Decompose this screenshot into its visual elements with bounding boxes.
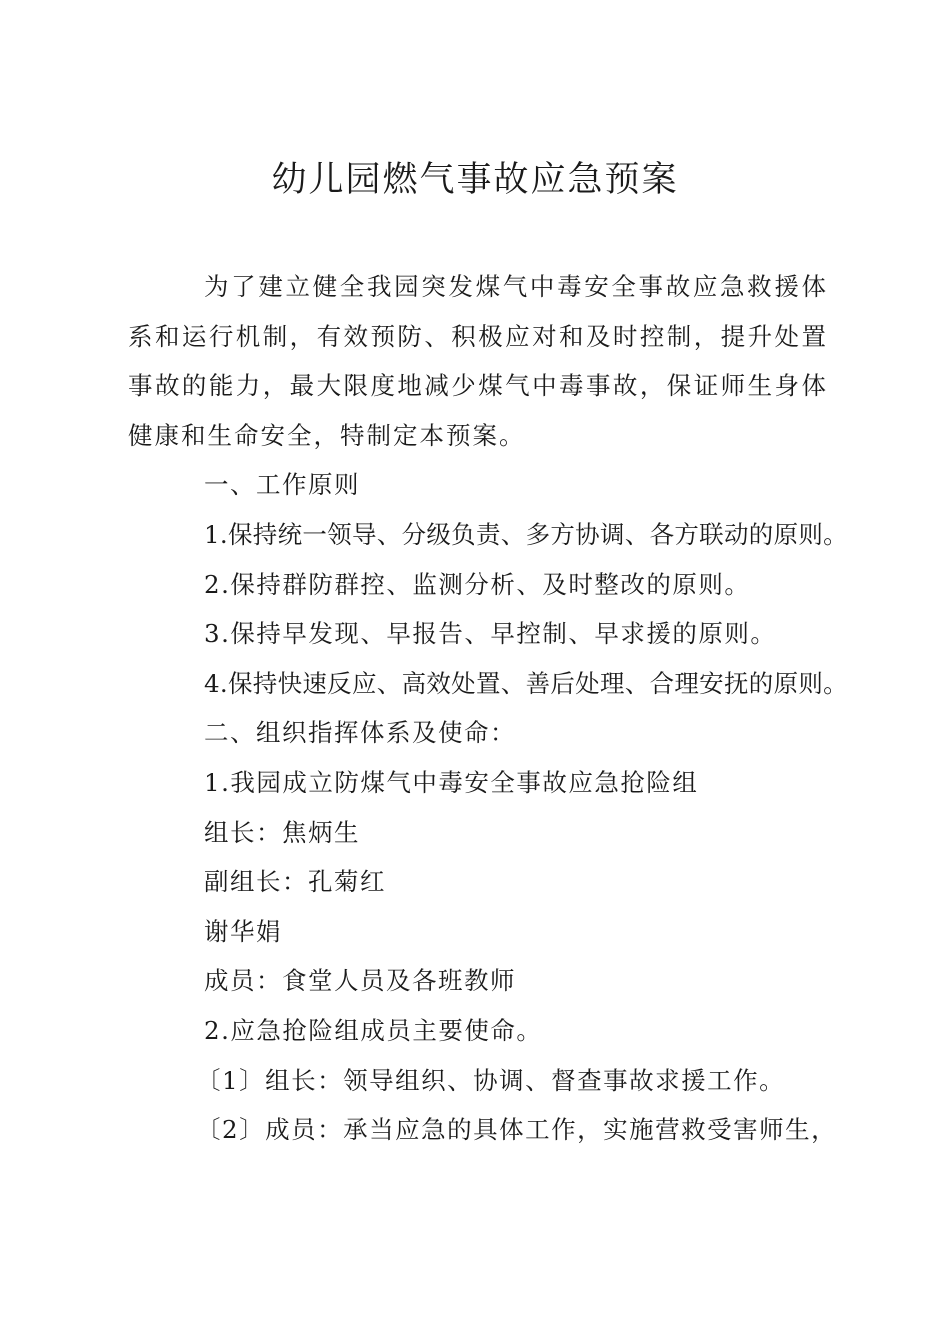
section-heading-organization: 二、组织指挥体系及使命： bbox=[204, 718, 516, 748]
duty-item: 〔1〕组长：领导组织、协调、督查事故求援工作。 bbox=[196, 1065, 786, 1095]
duty-item: 〔2〕成员：承当应急的具体工作，实施营救受害师生， bbox=[196, 1115, 838, 1145]
document-body bbox=[128, 262, 848, 1155]
principle-item: 3.保持早发现、早报告、早控制、早求援的原则。 bbox=[204, 619, 777, 649]
intro-paragraph: 为了建立健全我园突发煤气中毒安全事故应急救援体系和运行机制，有效预防、积极应对和及时控制，提升处置事故的能力，最大限度地减少煤气中毒事故，保证师生身体健康和生命安全，特制定本预案。 bbox=[128, 272, 828, 450]
document-title: 幼儿园燃气事故应急预案 bbox=[271, 160, 679, 200]
section-heading-principles: 一、工作原则 bbox=[204, 470, 360, 500]
organization-item: 2.应急抢险组成员主要使命。 bbox=[204, 1015, 543, 1045]
deputy-leader: 副组长：孔菊红 bbox=[204, 867, 386, 897]
principle-item: 1.保持统一领导、分级负责、多方协调、各方联动的原则。 bbox=[204, 519, 848, 549]
team-leader: 组长：焦炳生 bbox=[204, 817, 360, 847]
principle-item: 4.保持快速反应、高效处置、善后处理、合理安抚的原则。 bbox=[204, 668, 848, 698]
deputy-leader-name: 谢华娟 bbox=[204, 916, 282, 946]
principle-item: 2.保持群防群控、监测分析、及时整改的原则。 bbox=[204, 569, 751, 599]
team-members: 成员：食堂人员及各班教师 bbox=[204, 966, 516, 996]
organization-item: 1.我园成立防煤气中毒安全事故应急抢险组 bbox=[204, 767, 699, 797]
